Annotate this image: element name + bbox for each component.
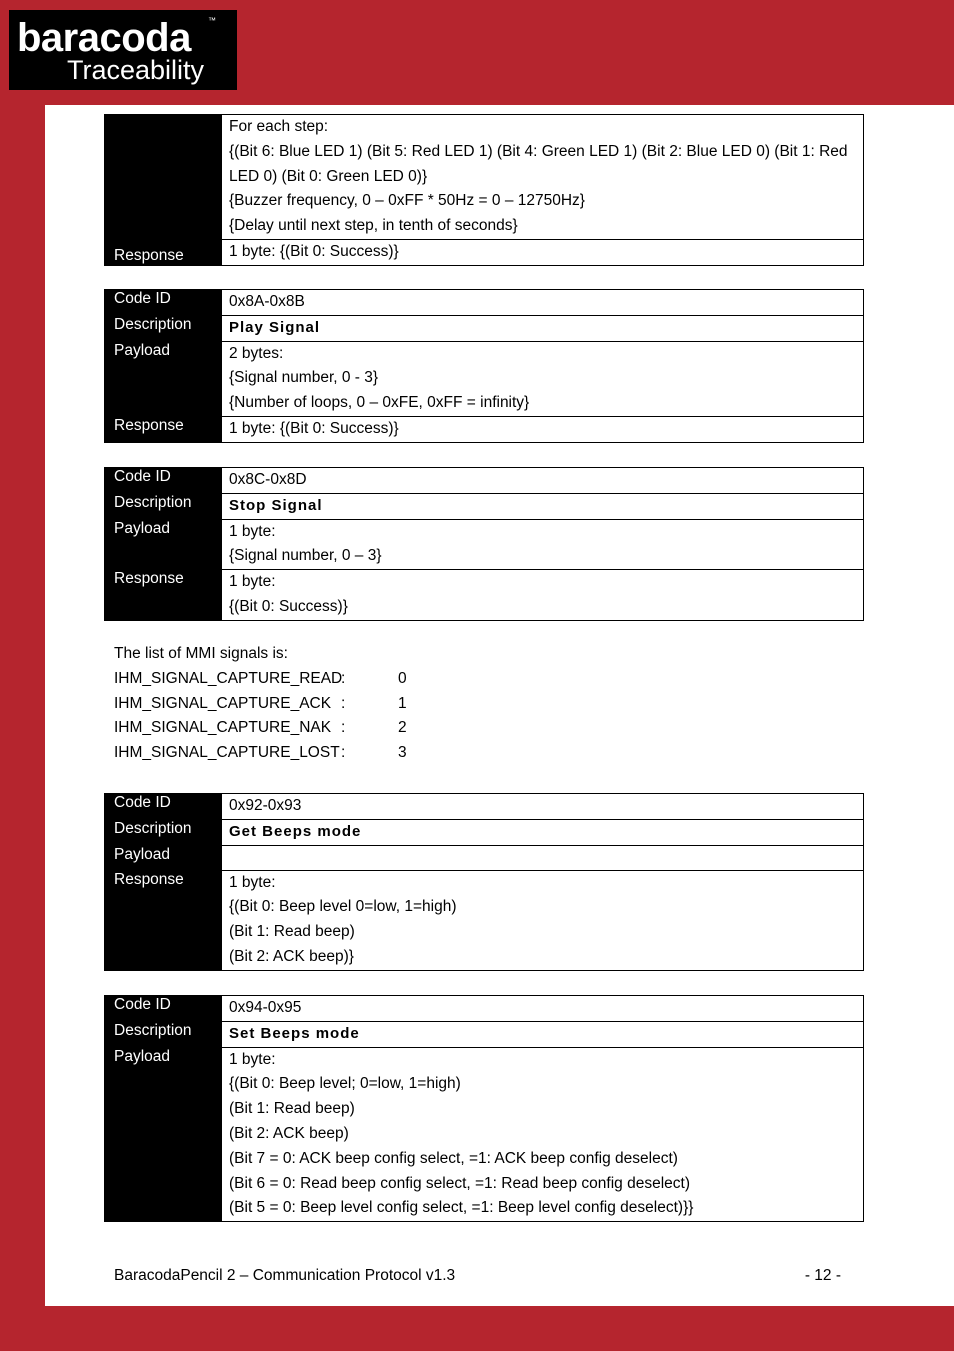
row-value	[222, 290, 864, 316]
value-line: 0x8A-0x8B	[229, 293, 305, 310]
row-value-empty	[222, 845, 864, 870]
table-row	[105, 416, 864, 442]
row-value	[222, 794, 864, 820]
row-value	[222, 239, 864, 265]
row-value	[222, 870, 864, 970]
logo-tagline: Traceability	[67, 55, 205, 85]
table-row	[105, 845, 864, 870]
baracoda-logo	[9, 10, 237, 90]
signal-value: 3	[398, 744, 407, 762]
value-line: 1 byte:	[229, 573, 276, 591]
value-line: Play Signal	[229, 318, 321, 336]
row-value	[222, 341, 864, 416]
row-value	[222, 115, 864, 240]
command-table-stop-signal	[104, 467, 864, 621]
table-row	[105, 794, 864, 820]
value-line: 0x92-0x93	[229, 797, 302, 814]
value-line: 2 bytes:	[229, 344, 284, 362]
logo-trademark: ™	[208, 16, 216, 25]
table-row	[105, 996, 864, 1022]
value-line: For each step:	[229, 118, 329, 135]
value-line: Stop Signal	[229, 496, 323, 514]
row-value	[222, 493, 864, 519]
value-line: {(Bit 0: Beep level; 0=low, 1=high)	[229, 1075, 461, 1093]
value-line: (Bit 1: Read beep)	[229, 923, 355, 941]
value-line: {(Bit 0: Success)}	[229, 597, 348, 615]
table-row	[105, 239, 864, 265]
signal-value: 2	[398, 719, 407, 737]
table-row	[105, 468, 864, 494]
row-value	[222, 1021, 864, 1047]
value-line: 1 byte: {(Bit 0: Success)}	[229, 242, 399, 260]
row-key: Description	[105, 493, 222, 519]
row-key: Response	[105, 570, 222, 621]
value-line: {Buzzer frequency, 0 – 0xFF * 50Hz = 0 – 12750Hz}	[229, 192, 585, 210]
value-line: {(Bit 6: Blue LED 1) (Bit 5: Red LED 1) (Bit 4: Green LED 1) (Bit 2: Blue LED 0) (Bit 1: Red LED 0) (Bit 0: Green LED 0)}	[229, 142, 848, 185]
row-value	[222, 315, 864, 341]
command-table-continuation	[104, 114, 864, 266]
mmi-intro: The list of MMI signals is:	[114, 645, 288, 662]
table-row	[105, 341, 864, 416]
row-key	[105, 115, 222, 240]
table-row	[105, 1021, 864, 1047]
value-line: (Bit 1: Read beep)	[229, 1100, 355, 1118]
row-value	[222, 996, 864, 1022]
row-key: Payload	[105, 845, 222, 870]
row-key: Code ID	[105, 794, 222, 820]
row-value	[222, 1047, 864, 1222]
signal-separator: :	[341, 669, 346, 687]
value-line: Get Beeps mode	[229, 822, 362, 840]
document-page	[45, 105, 954, 1306]
command-table-get-beeps-mode	[104, 793, 864, 971]
signal-name: IHM_SIGNAL_CAPTURE_READ	[114, 669, 343, 687]
value-line: {Signal number, 0 - 3}	[229, 369, 379, 387]
row-key: Description	[105, 1021, 222, 1047]
row-key: Description	[105, 315, 222, 341]
signal-value: 1	[398, 694, 407, 712]
table-row	[105, 570, 864, 621]
row-key: Code ID	[105, 468, 222, 494]
row-key: Payload	[105, 341, 222, 416]
footer-title: BaracodaPencil 2 – Communication Protocol v1.3	[114, 1267, 456, 1284]
row-key: Description	[105, 819, 222, 845]
table-row	[105, 870, 864, 970]
table-row	[105, 519, 864, 570]
row-value	[222, 819, 864, 845]
row-key: Payload	[105, 519, 222, 570]
command-table-set-beeps-mode	[104, 995, 864, 1222]
value-line: 0x94-0x95	[229, 999, 302, 1016]
signal-name: IHM_SIGNAL_CAPTURE_NAK	[114, 719, 332, 737]
command-table-play-signal	[104, 289, 864, 443]
value-line: {Number of loops, 0 – 0xFE, 0xFF = infinity}	[229, 394, 530, 412]
row-value	[222, 468, 864, 494]
value-line: (Bit 5 = 0: Beep level config select, =1: Beep level config deselect)}}	[229, 1199, 694, 1217]
row-value	[222, 416, 864, 442]
value-line: Set Beeps mode	[229, 1024, 360, 1042]
table-row	[105, 115, 864, 240]
row-key: Code ID	[105, 290, 222, 316]
value-line: (Bit 6 = 0: Read beep config select, =1: Read beep config deselect)	[229, 1174, 690, 1192]
page-footer	[114, 1267, 841, 1285]
value-line: 1 byte:	[229, 522, 276, 540]
signal-separator: :	[341, 694, 346, 712]
logo-name: baracoda	[17, 16, 191, 60]
value-line: 0x8C-0x8D	[229, 471, 307, 488]
table-row	[105, 290, 864, 316]
signal-name: IHM_SIGNAL_CAPTURE_LOST	[114, 744, 340, 762]
value-line: {Signal number, 0 – 3}	[229, 547, 382, 565]
signal-separator: :	[341, 744, 346, 762]
signal-value: 0	[398, 669, 407, 687]
table-row	[105, 1047, 864, 1222]
row-key: Response	[105, 870, 222, 970]
value-line: 1 byte: {(Bit 0: Success)}	[229, 419, 399, 437]
value-line: {(Bit 0: Beep level 0=low, 1=high)	[229, 898, 457, 916]
row-key: Code ID	[105, 996, 222, 1022]
row-key: Response	[105, 239, 222, 265]
row-key: Payload	[105, 1047, 222, 1222]
value-line: (Bit 2: ACK beep)	[229, 1124, 349, 1142]
signal-name: IHM_SIGNAL_CAPTURE_ACK	[114, 694, 332, 712]
value-line: {Delay until next step, in tenth of seconds}	[229, 217, 518, 235]
page-number: - 12 -	[804, 1267, 841, 1284]
row-value	[222, 519, 864, 570]
table-row	[105, 315, 864, 341]
table-row	[105, 819, 864, 845]
value-line: (Bit 7 = 0: ACK beep config select, =1: ACK beep config deselect)	[229, 1149, 678, 1167]
signal-separator: :	[341, 719, 346, 737]
row-value	[222, 570, 864, 621]
row-key: Response	[105, 416, 222, 442]
value-line: (Bit 2: ACK beep)}	[229, 947, 354, 965]
value-line: 1 byte:	[229, 1050, 276, 1068]
table-row	[105, 493, 864, 519]
value-line: 1 byte:	[229, 873, 276, 891]
